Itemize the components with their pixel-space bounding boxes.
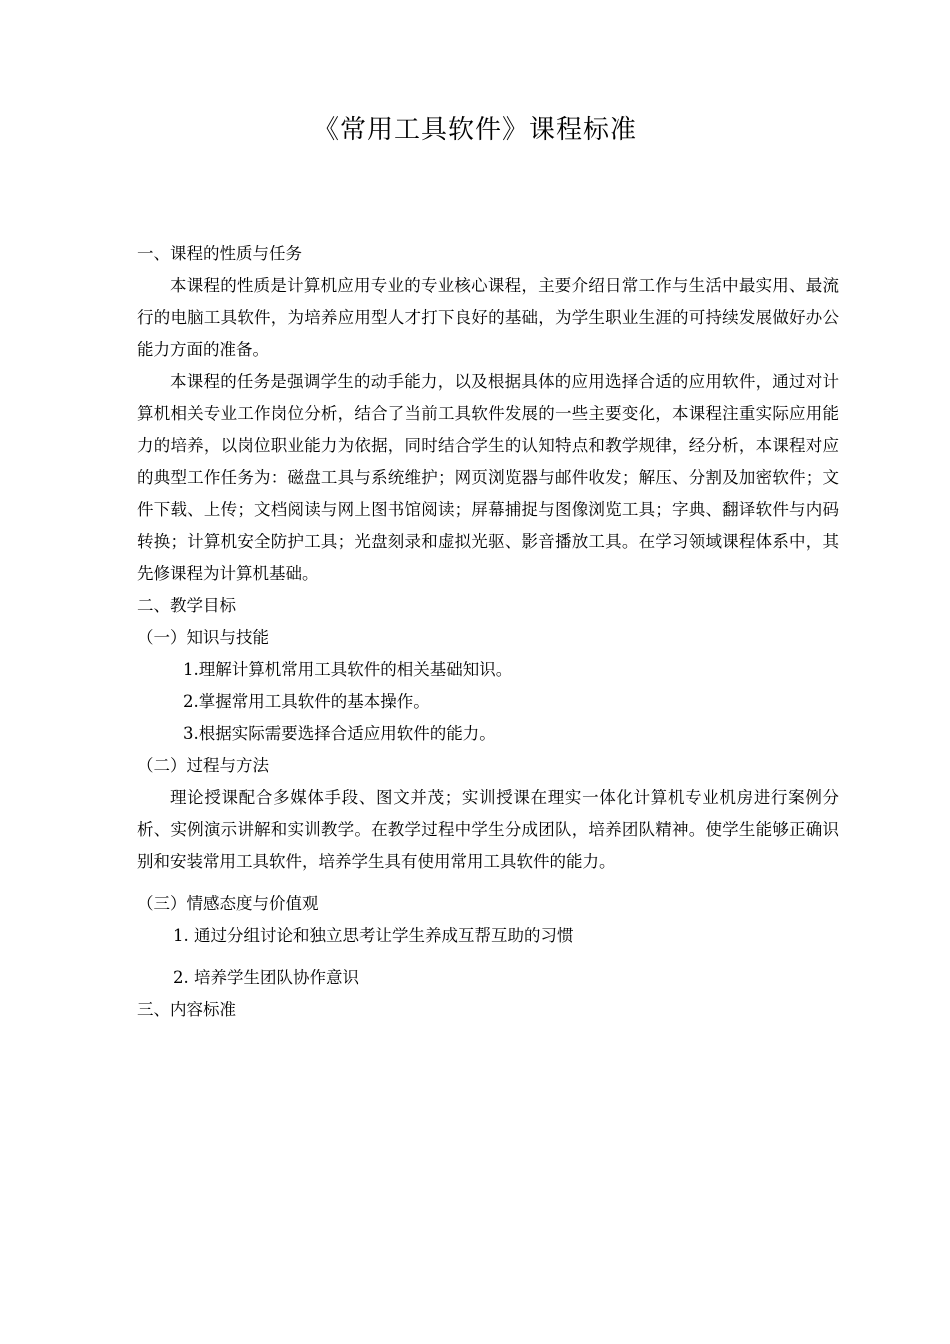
subsection-heading-process-methods: （二）过程与方法 (137, 756, 269, 775)
subsection-heading-attitude-values: （三）情感态度与价值观 (137, 894, 319, 913)
list-item-attitude-1: 1. 通过分组讨论和独立思考让学生养成互帮互助的习惯 (173, 926, 574, 945)
list-item-knowledge-1: 1.理解计算机常用工具软件的相关基础知识。 (183, 660, 513, 679)
list-item-attitude-2: 2. 培养学生团队协作意识 (173, 968, 359, 987)
list-item-knowledge-3: 3.根据实际需要选择合适应用软件的能力。 (183, 724, 496, 743)
spacer (137, 952, 839, 962)
list-item-knowledge-2: 2.掌握常用工具软件的基本操作。 (183, 692, 430, 711)
subsection-heading-knowledge-skills: （一）知识与技能 (137, 628, 269, 647)
section-heading-teaching-goals: 二、教学目标 (137, 596, 236, 615)
paragraph-course-tasks: 本课程的任务是强调学生的动手能力，以及根据具体的应用选择合适的应用软件，通过对计算机相关专业工作岗位分析，结合了当前工具软件发展的一些主要变化，本课程注重实际应用能力的培养，以岗位职业能力为依据，同时结合学生的认知特点和教学规律，经分析，本课程对应的典型工作任务为：磁盘工具与系统维护；网页浏览器与邮件收发；解压、分割及加密软件；文件下载、上传；文档阅读与网上图书馆阅读；屏幕捕捉与图像浏览工具；字典、翻译软件与内码转换；计算机安全防护工具；光盘刻录和虚拟光驱、影音播放工具。在学习领域课程体系中，其先修课程为计算机基础。 (137, 372, 839, 583)
paragraph-course-nature: 本课程的性质是计算机应用专业的专业核心课程，主要介绍日常工作与生活中最实用、最流行的电脑工具软件，为培养应用型人才打下良好的基础，为学生职业生涯的可持续发展做好办公能力方面的准备。 (137, 276, 839, 359)
paragraph-process-methods: 理论授课配合多媒体手段、图文并茂；实训授课在理实一体化计算机专业机房进行案例分析、实例演示讲解和实训教学。在教学过程中学生分成团队，培养团队精神。使学生能够正确识别和安装常用工具软件，培养学生具有使用常用工具软件的能力。 (137, 788, 839, 871)
section-heading-nature-tasks: 一、课程的性质与任务 (137, 244, 302, 263)
section-heading-content-standard: 三、内容标准 (137, 1000, 236, 1019)
document-title: 《常用工具软件》课程标准 (312, 115, 637, 145)
document-body (137, 238, 839, 1026)
spacer (137, 878, 839, 888)
